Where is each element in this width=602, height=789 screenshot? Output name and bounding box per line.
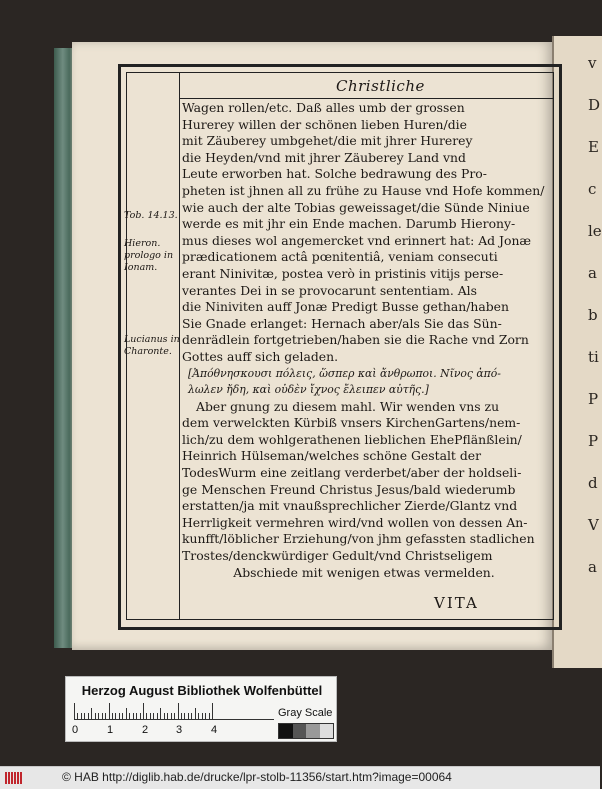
text-line: mit Zäuberey umbgehet/die mit jhrer Hurerey — [182, 133, 473, 149]
ruler-tick — [184, 713, 185, 719]
text-line: werde es mit jhr ein Ende machen. Darumb Hierony- — [182, 216, 516, 232]
adjacent-page-fragment: P — [588, 390, 599, 408]
ruler-tick — [126, 708, 127, 719]
text-line: [Ἀπόθνησκουσι πόλεις, ὥσπερ καὶ ἄνθρωποι. Νῖνος ἀπό- — [188, 366, 501, 380]
ruler-tick — [105, 713, 106, 719]
ruler-tick — [129, 713, 130, 719]
ruler-tick — [160, 708, 161, 719]
margin-note-lucianus: Lucianus in Charonte. — [124, 334, 180, 357]
text-line: wie auch der alte Tobias geweissaget/die Sünde Niniue — [182, 199, 530, 215]
ruler-tick — [150, 713, 151, 719]
adjacent-page-fragment: c — [588, 180, 597, 198]
ruler-tick — [136, 713, 137, 719]
text-line: Sie Gnade erlanget: Hernach aber/als Sie das Sün- — [182, 315, 502, 331]
ruler-tick — [91, 708, 92, 719]
ruler-tick — [119, 713, 120, 719]
ruler-tick — [98, 713, 99, 719]
adjacent-page-fragment: d — [588, 474, 598, 492]
ruler-tick — [133, 713, 134, 719]
text-line: λωλεν ἤδη, καὶ οὐδὲν ἴχνος ἔλειπεν αὐτῆς.] — [188, 383, 429, 397]
ruler-tick — [178, 703, 179, 719]
gray-scale-label: Gray Scale — [278, 707, 333, 719]
margin-note-hieronymus: Hieron. prologo in Ionam. — [124, 238, 174, 273]
gray-patch — [293, 724, 307, 738]
hab-logo-icon — [5, 772, 23, 784]
text-line: Trostes/denckwürdiger Gedult/vnd Christseligem — [182, 548, 493, 564]
adjacent-page-fragment: a — [588, 264, 597, 282]
ruler-tick — [188, 713, 189, 719]
text-line: verantes Dei in se provocarunt sententiam. Als — [182, 282, 478, 298]
library-name: Herzog August Bibliothek Wolfenbüttel — [81, 683, 323, 698]
ruler-tick — [115, 713, 116, 719]
ruler-tick — [212, 703, 213, 719]
text-line: Gottes auff sich geladen. — [182, 348, 339, 364]
ruler-tick — [209, 713, 210, 719]
ruler-tick — [153, 713, 154, 719]
ruler-tick — [171, 713, 172, 719]
ruler-tick — [198, 713, 199, 719]
ruler-tick — [81, 713, 82, 719]
color-calibration-card — [65, 676, 337, 742]
footer-bar — [0, 766, 600, 789]
text-line: Wagen rollen/etc. Daß alles umb der grossen — [182, 100, 465, 115]
text-line: pheten ist jhnen all zu frühe zu Hause vnd Hofe kommen/ — [182, 182, 545, 198]
margin-note-tobias: Tob. 14.13. — [124, 210, 178, 221]
text-line: prædicationem actâ pœnitentiâ, veniam consecuti — [182, 249, 498, 265]
ruler-tick — [84, 713, 85, 719]
ruler-tick — [140, 713, 141, 719]
text-line: erant Ninivitæ, postea verò in pristinis vitijs perse- — [182, 265, 504, 281]
header-rule — [179, 98, 554, 99]
text-line: TodesWurm eine zeitlang verderbet/aber der holdseli- — [182, 465, 522, 481]
scale-ruler — [74, 703, 274, 720]
text-line: die Heyden/vnd mit jhrer Zäuberey Land vnd — [182, 149, 466, 165]
text-line: Heinrich Hülseman/welches schöne Gestalt der — [182, 448, 482, 464]
ruler-label: 2 — [142, 724, 149, 736]
adjacent-page-fragment: a — [588, 558, 597, 576]
text-line: kunfft/löblicher Erziehung/von jhm gefassten stadlichen — [182, 531, 535, 547]
ruler-tick — [112, 713, 113, 719]
adjacent-page-fragment: ti — [588, 348, 599, 366]
ruler-label: 1 — [107, 724, 114, 736]
ruler-tick — [122, 713, 123, 719]
ruler-tick — [202, 713, 203, 719]
text-line: ge Menschen Freund Christus Jesus/bald wiederumb — [182, 481, 516, 497]
adjacent-page-fragment: P — [588, 432, 599, 450]
ruler-tick — [205, 713, 206, 719]
ruler-tick — [195, 708, 196, 719]
ruler-tick — [164, 713, 165, 719]
ruler-tick — [143, 703, 144, 719]
ruler-tick — [88, 713, 89, 719]
text-line: Abschiede mit wenigen etwas vermelden. — [233, 564, 495, 580]
adjacent-page-fragment: V — [588, 516, 599, 534]
text-line: Leute erworben hat. Solche bedrawung des Pro- — [182, 166, 487, 182]
adjacent-page-fragment: le — [588, 222, 602, 240]
text-line: Aber gnung zu diesem mahl. Wir wenden vns zu — [196, 398, 500, 414]
ruler-tick — [157, 713, 158, 719]
ruler-tick — [191, 713, 192, 719]
ruler-label: 3 — [176, 724, 183, 736]
text-line: mus dieses wol angemercket vnd erinnert hat: Ad Jonæ — [182, 232, 532, 248]
ruler-label: 0 — [72, 724, 79, 736]
ruler-tick — [95, 713, 96, 719]
text-line: denrädlein fortgetrieben/haben sie die Rache vnd Zorn — [182, 332, 529, 348]
gray-patch — [279, 724, 293, 738]
text-line: lich/zu dem wohlgerathenen lieblichen EhePflänßlein/ — [182, 431, 522, 447]
text-line: Hurerey willen der schönen lieben Huren/die — [182, 116, 467, 132]
gray-patch — [306, 724, 320, 738]
adjacent-page-fragment: v — [588, 54, 597, 72]
gray-patch — [320, 724, 334, 738]
ruler-tick — [174, 713, 175, 719]
adjacent-page-fragment: E — [588, 138, 599, 156]
copyright-url[interactable]: © HAB http://diglib.hab.de/drucke/lpr-stolb-11356/start.htm?image=00064 — [62, 770, 452, 784]
gray-scale-patches — [278, 723, 334, 739]
text-line: die Niniviten auff Jonæ Predigt Busse gethan/haben — [182, 299, 509, 315]
text-line: Herrligkeit vermehren wird/vnd wollen von dessen An- — [182, 514, 528, 530]
ruler-tick — [77, 713, 78, 719]
book-page — [72, 42, 552, 650]
adjacent-page-fragment: D — [588, 96, 601, 114]
ruler-tick — [181, 713, 182, 719]
adjacent-page-fragment: b — [588, 306, 598, 324]
ruler-tick — [102, 713, 103, 719]
body-text — [182, 100, 546, 581]
catchword: VITA — [434, 594, 479, 612]
running-head: Christliche — [336, 77, 425, 95]
ruler-tick — [146, 713, 147, 719]
ruler-tick — [109, 703, 110, 719]
ruler-label: 4 — [211, 724, 218, 736]
text-line: dem verwelckten Kürbiß vnsers KirchenGartens/nem- — [182, 415, 521, 431]
text-line: erstatten/ja mit vnaußsprechlicher Zierde/Glantz vnd — [182, 498, 518, 514]
ruler-tick — [74, 703, 75, 719]
ruler-tick — [167, 713, 168, 719]
